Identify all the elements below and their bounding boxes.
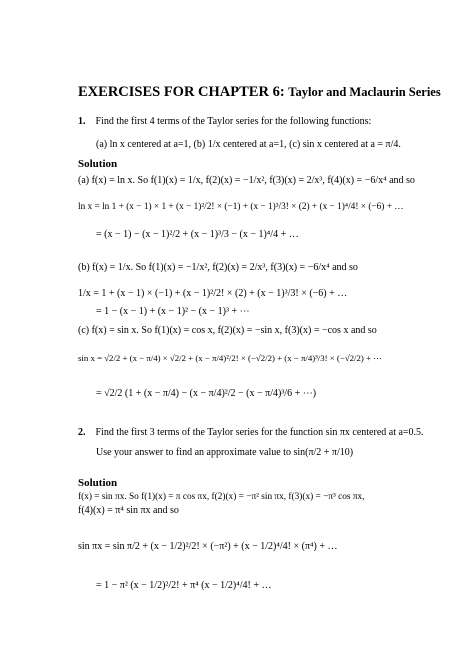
q1-b-line3: = 1 − (x − 1) + (x − 1)² − (x − 1)³ + ⋯: [96, 306, 250, 317]
q1-c-line2: sin x = √2/2 + (x − π/4) × √2/2 + (x − π/4)²/2! × (−√2/2) + (x − π/4)³/3! × (−√2/2) + ⋯: [78, 353, 382, 363]
question-2-text2: Use your answer to find an approximate value to sin(π/2 + π/10): [96, 447, 354, 458]
q2-line2: f(4)(x) = π⁴ sin πx and so: [78, 505, 179, 516]
q1-b-line2: 1/x = 1 + (x − 1) × (−1) + (x − 1)²/2! × (2) + (x − 1)³/3! × (−6) + …: [78, 288, 348, 299]
q1-a-line2: ln x = ln 1 + (x − 1) × 1 + (x − 1)²/2! × (−1) + (x − 1)³/3! × (2) + (x − 1)⁴/4! × (−6) + …: [78, 202, 404, 212]
q2-line3: sin πx = sin π/2 + (x − 1/2)²/2! × (−π²) + (x − 1/2)⁴/4! × (π⁴) + …: [78, 541, 338, 552]
q1-a-line3: = (x − 1) − (x − 1)²/2 + (x − 1)³/3 − (x − 1)⁴/4 + …: [96, 229, 299, 240]
question-1-text: Find the first 4 terms of the Taylor series for the following functions:: [95, 116, 372, 127]
question-2-number: 2.: [78, 427, 86, 438]
q1-a-line1: (a) f(x) = ln x. So f(1)(x) = 1/x, f(2)(x) = −1/x², f(3)(x) = 2/x³, f(4)(x) = −6/x⁴ and so: [78, 175, 415, 186]
q1-solution-label: Solution: [78, 158, 118, 170]
q1-c-line1: (c) f(x) = sin x. So f(1)(x) = cos x, f(2)(x) = −sin x, f(3)(x) = −cos x and so: [78, 325, 377, 336]
question-1: [78, 116, 371, 128]
q1-c-line3: = √2/2 (1 + (x − π/4) − (x − π/4)²/2 − (x − π/4)³/6 + ⋯): [96, 388, 317, 399]
question-2-text: Find the first 3 terms of the Taylor series for the function sin πx centered at a=0.5.: [95, 427, 424, 438]
q2-line1: f(x) = sin πx. So f(1)(x) = π cos πx, f(2)(x) = −π² sin πx, f(3)(x) = −π³ cos πx,: [78, 492, 365, 502]
title-subtitle: Taylor and Maclaurin Series: [288, 85, 441, 99]
q2-line4: = 1 − π² (x − 1/2)²/2! + π⁴ (x − 1/2)⁴/4! + …: [96, 580, 272, 591]
q1-b-line1: (b) f(x) = 1/x. So f(1)(x) = −1/x², f(2)(x) = 2/x³, f(3)(x) = −6/x⁴ and so: [78, 262, 358, 273]
question-1-parts: (a) ln x centered at a=1, (b) 1/x centered at a=1, (c) sin x centered at a = π/4.: [96, 139, 401, 150]
q2-solution-label: Solution: [78, 477, 118, 489]
page-title: [78, 84, 441, 101]
title-main: EXERCISES FOR CHAPTER 6:: [78, 84, 289, 100]
question-1-number: 1.: [78, 116, 86, 127]
question-2: [78, 427, 424, 439]
